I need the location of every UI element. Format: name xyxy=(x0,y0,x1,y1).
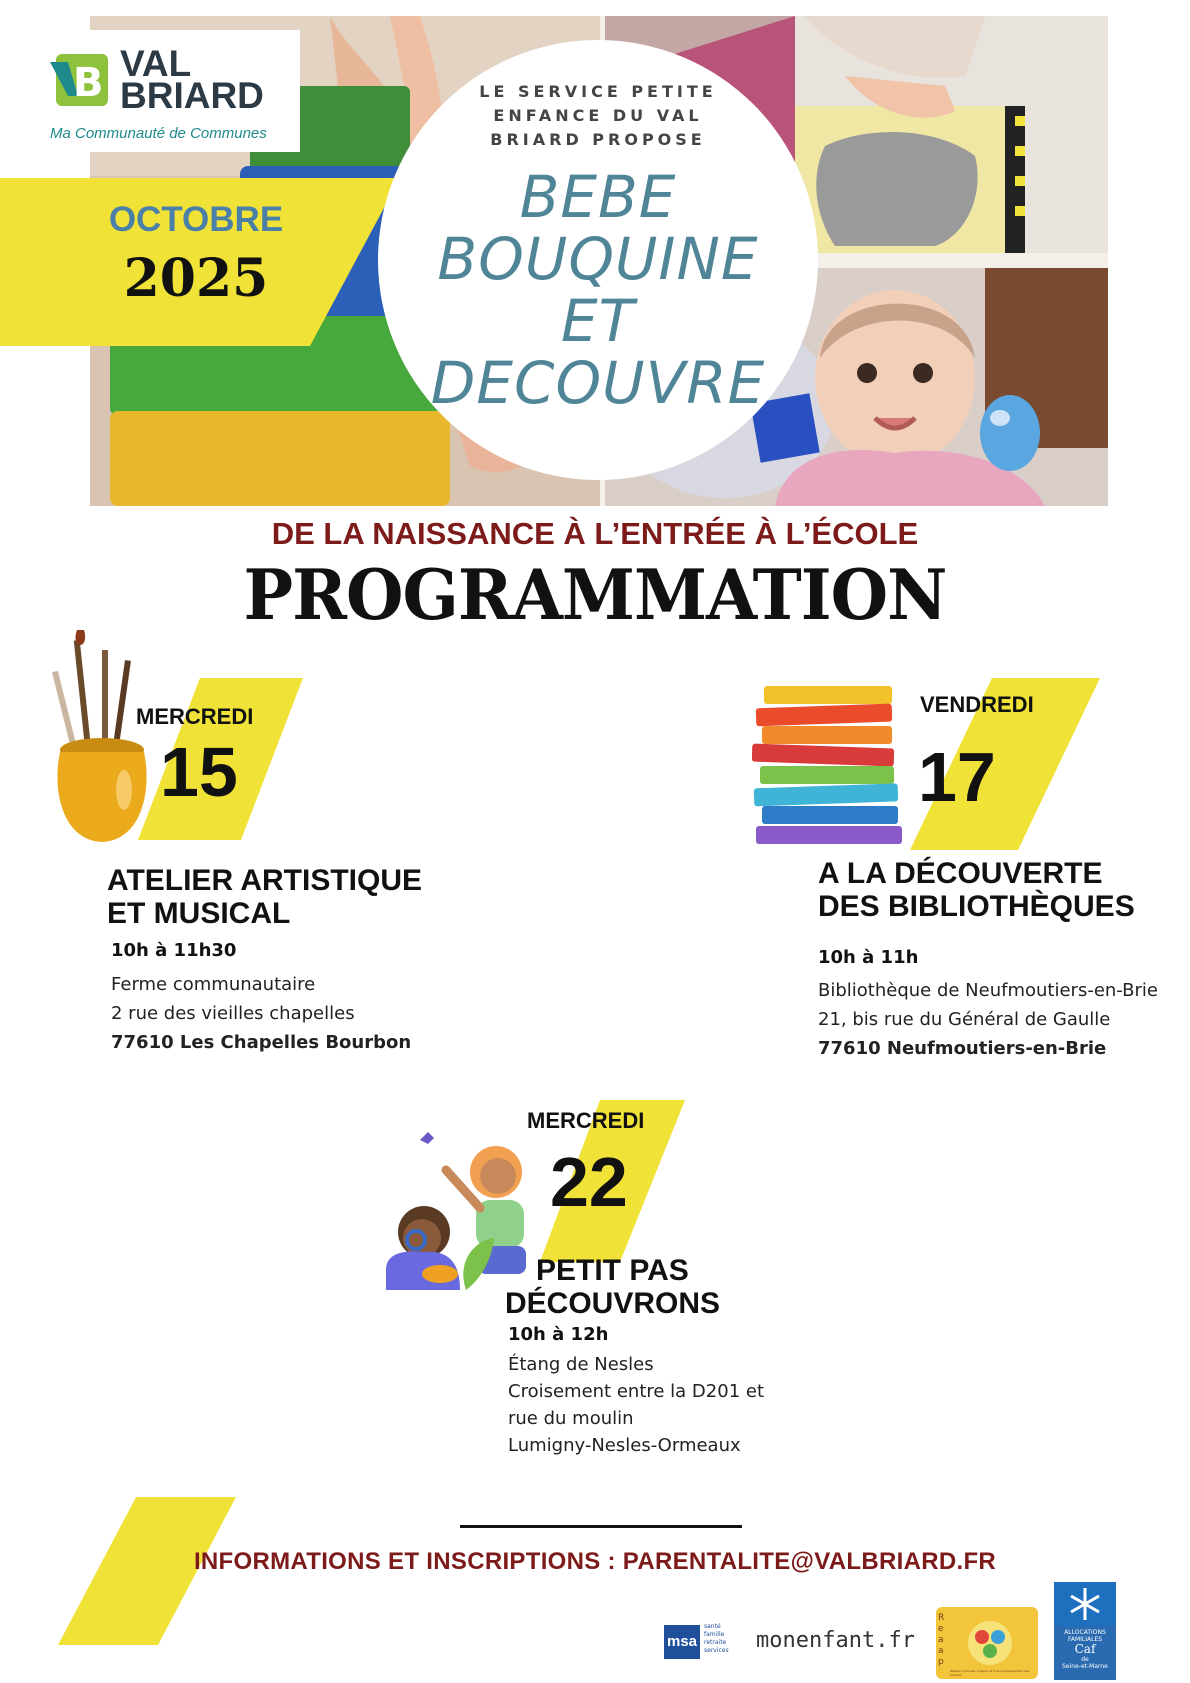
event-3-day: 22 xyxy=(550,1143,628,1221)
reaap-logo xyxy=(936,1607,1038,1679)
paint-pot-brushes-icon xyxy=(52,630,152,845)
msa-mark: msa xyxy=(664,1625,700,1659)
event-1-place-line-1: Ferme communautaire xyxy=(111,974,316,995)
event-1-title-line-1: ATELIER ARTISTIQUE xyxy=(107,864,422,897)
event-1-postcode: 77610 Les Chapelles Bourbon xyxy=(111,1032,412,1053)
event-3-place-line-1: Étang de Nesles xyxy=(508,1354,654,1375)
caf-region: Seine-et-Marne xyxy=(1062,1663,1108,1670)
event-2-title-line-2: DES BIBLIOTHÈQUES xyxy=(818,890,1135,923)
event-2-title-line-1: A LA DÉCOUVERTE xyxy=(818,857,1103,890)
kicker-line-3: BRIARD PROPOSE xyxy=(490,130,706,149)
programmation-heading: PROGRAMMATION xyxy=(243,554,947,636)
event-3-place-line-3: rue du moulin xyxy=(508,1408,634,1429)
title-line-1: BEBE xyxy=(519,163,677,231)
logo-line-briard: BRIARD xyxy=(120,75,264,116)
caf-logo xyxy=(1054,1582,1116,1680)
contact-email-line[interactable]: INFORMATIONS ET INSCRIPTIONS : PARENTALITE@VALBRIARD.FR xyxy=(193,1548,997,1575)
kicker-line-1: LE SERVICE PETITE xyxy=(479,82,717,101)
event-3-place-line-4: Lumigny-Nesles-Ormeaux xyxy=(508,1435,741,1456)
year-label: 2025 xyxy=(123,248,269,309)
event-3-place-line-2: Croisement entre la D201 et xyxy=(508,1381,764,1402)
children-exploring-icon xyxy=(376,1130,561,1300)
event-2-time: 10h à 11h xyxy=(818,947,919,968)
event-1-place-line-2: 2 rue des vieilles chapelles xyxy=(111,1003,355,1024)
val-briard-vb-logo-icon xyxy=(50,52,110,110)
caf-de: de xyxy=(1081,1656,1089,1663)
event-3-title-line-2: DÉCOUVRONS xyxy=(505,1287,721,1320)
event-2-place-line-2: 21, bis rue du Général de Gaulle xyxy=(818,1009,1111,1030)
monenfant-logo: monenfant.fr xyxy=(756,1628,915,1653)
title-line-2: BOUQUINE xyxy=(437,225,759,293)
kicker-line-2: ENFANCE DU VAL xyxy=(493,106,703,125)
title-line-3: ET xyxy=(560,287,636,355)
age-range-subtitle: DE LA NAISSANCE À L’ENTRÉE À L’ÉCOLE xyxy=(271,516,919,551)
event-3-time: 10h à 12h xyxy=(508,1324,609,1345)
caf-line-1: ALLOCATIONS xyxy=(1064,1629,1106,1636)
event-1-time: 10h à 11h30 xyxy=(111,940,237,961)
event-2-weekday: VENDREDI xyxy=(920,692,1034,717)
event-2-place-line-1: Bibliothèque de Neufmoutiers-en-Brie xyxy=(818,980,1158,1001)
event-2-postcode: 77610 Neufmoutiers-en-Brie xyxy=(818,1038,1107,1059)
footer-divider xyxy=(460,1525,742,1528)
event-1-title-line-2: ET MUSICAL xyxy=(107,897,291,930)
book-stack-icon xyxy=(752,684,904,846)
caf-line-2: FAMILIALES xyxy=(1067,1636,1103,1643)
val-briard-logo xyxy=(30,30,300,152)
msa-line-3: retraite xyxy=(704,1639,727,1646)
caf-snowflake-icon xyxy=(1054,1582,1116,1626)
title-line-4: DECOUVRE xyxy=(430,349,766,417)
month-label: OCTOBRE xyxy=(108,200,284,239)
reaap-flower-icon xyxy=(960,1617,1020,1669)
msa-line-2: famille xyxy=(704,1631,725,1638)
event-1-weekday: MERCREDI xyxy=(136,704,254,729)
svg-text:B: B xyxy=(73,60,104,106)
logo-tagline: Ma Communauté de Communes xyxy=(50,125,267,142)
msa-line-4: services xyxy=(704,1647,729,1654)
reaap-arc-text: Réseau d’écoute, d’appui et d’accompagnement des parents xyxy=(950,1669,1030,1677)
msa-logo xyxy=(664,1623,744,1663)
event-1-day: 15 xyxy=(160,733,238,811)
event-2-day: 17 xyxy=(918,738,996,816)
reaap-side-label: Reaap xyxy=(938,1613,945,1667)
logo-line-val: VAL xyxy=(120,43,192,84)
msa-line-1: santé xyxy=(704,1623,721,1630)
event-3-weekday: MERCREDI xyxy=(527,1108,645,1133)
event-3-title-line-1: PETIT PAS xyxy=(536,1254,689,1287)
caf-label: Caf xyxy=(1074,1642,1096,1656)
